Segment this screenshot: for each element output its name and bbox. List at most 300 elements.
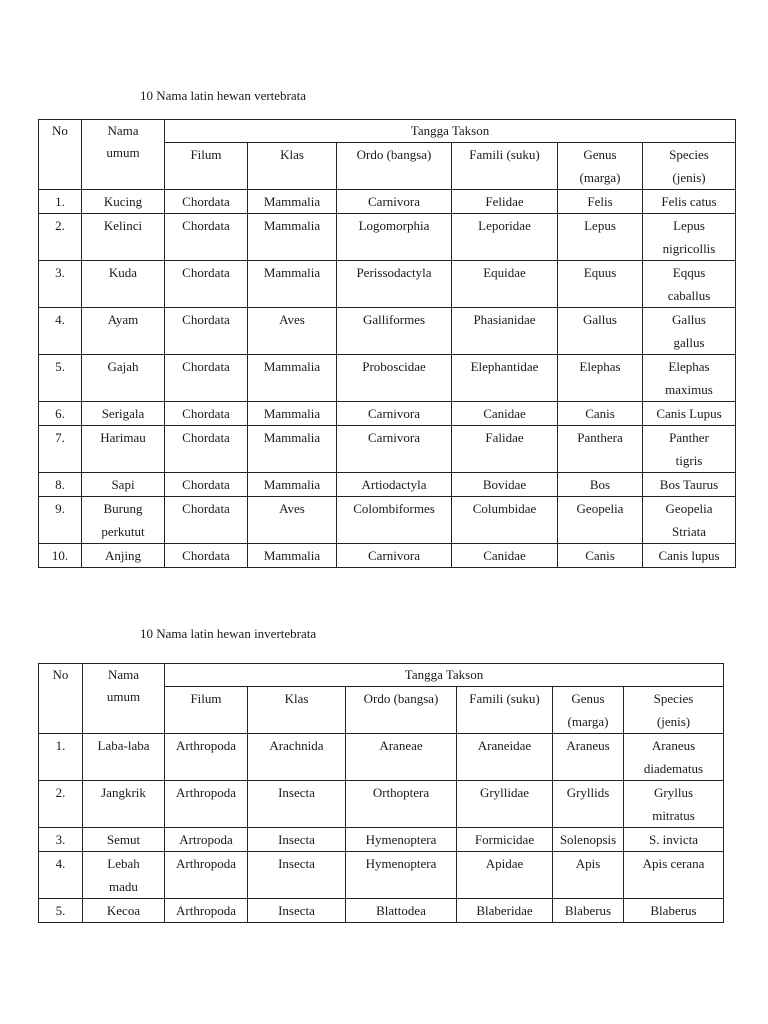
header-ordo-line: Ordo (bangsa) [363, 691, 439, 706]
cell-filum [165, 261, 248, 308]
cell-filum-line: Chordata [182, 359, 230, 374]
cell-genus [558, 544, 643, 568]
cell-famili [452, 355, 558, 402]
cell-ordo [337, 214, 452, 261]
cell-species-line: Canis Lupus [656, 406, 722, 421]
cell-species-line: maximus [665, 382, 713, 397]
cell-no [39, 544, 82, 568]
cell-species-line: Apis cerana [642, 856, 705, 871]
cell-filum [165, 214, 248, 261]
cell-species-line: Blaberus [650, 903, 697, 918]
cell-genus-line: Gryllids [566, 785, 610, 800]
cell-nama-umum [82, 426, 165, 473]
cell-species-line: diadematus [643, 761, 704, 776]
cell-nama-umum-line: Anjing [104, 548, 142, 563]
header-ordo [346, 687, 457, 734]
cell-filum [165, 402, 248, 426]
cell-ordo-line: Hymenoptera [365, 856, 437, 871]
cell-klas [248, 781, 346, 828]
header-species-line: Species [653, 691, 694, 706]
header-famili [452, 143, 558, 190]
cell-famili-line: Canidae [483, 406, 526, 421]
header-filum-line: Filum [190, 691, 222, 706]
cell-nama-umum [82, 214, 165, 261]
cell-genus [553, 734, 624, 781]
header-nama-umum-line: Nama [107, 123, 139, 138]
cell-genus [558, 402, 643, 426]
header-klas-line: Klas [284, 691, 309, 706]
cell-nama-umum-line: Burung [103, 501, 143, 516]
cell-filum-line: Chordata [182, 548, 230, 563]
cell-genus-line: Elephas [579, 359, 621, 374]
cell-famili [452, 402, 558, 426]
cell-klas-line: Mammalia [263, 406, 321, 421]
cell-famili-line: Bovidae [482, 477, 527, 492]
cell-nama-umum [82, 402, 165, 426]
table-row [39, 402, 736, 426]
cell-filum [165, 308, 248, 355]
table-row [39, 899, 724, 923]
cell-nama-umum-line: Gajah [107, 359, 139, 374]
cell-no [39, 852, 83, 899]
cell-nama-umum-line: Sapi [111, 477, 135, 492]
cell-genus-line: Geopelia [576, 501, 624, 516]
cell-genus-line: Gallus [583, 312, 617, 327]
cell-no-line: 1. [55, 194, 65, 209]
cell-genus-line: Lepus [584, 218, 616, 233]
cell-ordo [346, 899, 457, 923]
cell-famili-line: Falidae [485, 430, 524, 445]
cell-klas [248, 214, 337, 261]
cell-klas-line: Mammalia [263, 265, 321, 280]
cell-genus [553, 781, 624, 828]
cell-filum-line: Chordata [182, 501, 230, 516]
header-filum [165, 143, 248, 190]
header-nama-umum-line: umum [106, 145, 140, 160]
cell-no [39, 497, 82, 544]
cell-species [643, 190, 736, 214]
header-filum-line: Filum [190, 147, 222, 162]
table-row [39, 734, 724, 781]
header-ordo-line: Ordo (bangsa) [356, 147, 432, 162]
cell-ordo [346, 734, 457, 781]
cell-nama-umum [82, 473, 165, 497]
cell-klas [248, 402, 337, 426]
header-genus-line: (marga) [567, 714, 609, 729]
cell-no [39, 261, 82, 308]
cell-species [643, 497, 736, 544]
cell-genus [558, 190, 643, 214]
header-nama-umum [82, 120, 165, 190]
cell-nama-umum-line: Kuda [108, 265, 138, 280]
header-klas [248, 687, 346, 734]
cell-filum [165, 355, 248, 402]
header-tangga-takson [165, 120, 736, 143]
table-row [39, 190, 736, 214]
header-species-line: (jenis) [656, 714, 691, 729]
header-nama-umum-line: umum [106, 689, 141, 704]
cell-no [39, 426, 82, 473]
cell-no-line: 5. [55, 359, 65, 374]
header-genus-line: (marga) [579, 170, 621, 185]
cell-species [643, 308, 736, 355]
cell-filum [165, 426, 248, 473]
cell-ordo-line: Orthoptera [372, 785, 430, 800]
cell-klas-line: Mammalia [263, 430, 321, 445]
cell-klas [248, 497, 337, 544]
cell-ordo-line: Blattodea [376, 903, 426, 918]
cell-klas-line: Aves [279, 501, 305, 516]
cell-ordo-line: Carnivora [368, 430, 420, 445]
cell-species-line: Bos Taurus [659, 477, 719, 492]
cell-famili [457, 828, 553, 852]
cell-famili-line: Formicidae [474, 832, 535, 847]
cell-filum-line: Chordata [182, 312, 230, 327]
cell-filum-line: Chordata [182, 477, 230, 492]
cell-genus-line: Felis [587, 194, 613, 209]
cell-nama-umum [83, 852, 165, 899]
cell-nama-umum [82, 544, 165, 568]
cell-genus [558, 214, 643, 261]
header-klas [248, 143, 337, 190]
cell-species [643, 544, 736, 568]
cell-nama-umum-line: perkutut [101, 524, 145, 539]
cell-species-line: Striata [672, 524, 706, 539]
header-ordo [337, 143, 452, 190]
cell-famili-line: Phasianidae [473, 312, 536, 327]
cell-no [39, 214, 82, 261]
cell-klas [248, 261, 337, 308]
cell-no-line: 2. [55, 785, 66, 800]
table-row [39, 473, 736, 497]
cell-klas [248, 828, 346, 852]
cell-genus [553, 899, 624, 923]
cell-klas-line: Insecta [278, 856, 315, 871]
cell-nama-umum-line: Lebah [107, 856, 140, 871]
cell-species-line: Panther [669, 430, 709, 445]
cell-nama-umum-line: Jangkrik [101, 785, 146, 800]
cell-ordo-line: Galliformes [362, 312, 426, 327]
cell-klas [248, 473, 337, 497]
cell-ordo-line: Hymenoptera [365, 832, 437, 847]
cell-filum [165, 190, 248, 214]
header-no [39, 120, 82, 190]
cell-famili-line: Elephantidae [470, 359, 539, 374]
cell-famili [452, 214, 558, 261]
cell-famili-line: Gryllidae [479, 785, 530, 800]
cell-nama-umum [83, 781, 165, 828]
cell-famili [452, 190, 558, 214]
cell-filum-line: Arthropoda [176, 785, 236, 800]
cell-species-line: nigricollis [662, 241, 716, 256]
cell-nama-umum [83, 828, 165, 852]
cell-genus [558, 308, 643, 355]
cell-nama-umum-line: Kecoa [106, 903, 141, 918]
cell-filum-line: Artropoda [179, 832, 233, 847]
cell-filum-line: Chordata [182, 194, 230, 209]
cell-genus-line: Equus [583, 265, 617, 280]
cell-klas-line: Insecta [278, 785, 315, 800]
header-famili [457, 687, 553, 734]
cell-nama-umum [82, 190, 165, 214]
cell-genus [558, 261, 643, 308]
header-tangga-takson [165, 664, 724, 687]
cell-no-line: 3. [55, 832, 66, 847]
cell-species [643, 426, 736, 473]
cell-ordo [337, 544, 452, 568]
cell-famili-line: Leporidae [478, 218, 531, 233]
cell-klas [248, 308, 337, 355]
cell-famili [452, 426, 558, 473]
cell-species [643, 355, 736, 402]
cell-genus [558, 426, 643, 473]
header-famili-line: Famili (suku) [469, 147, 540, 162]
table-header-row [39, 120, 736, 143]
cell-filum [165, 899, 248, 923]
cell-no [39, 190, 82, 214]
header-species-line: (jenis) [672, 170, 706, 185]
section-title-invertebrata: 10 Nama latin hewan invertebrata [140, 626, 317, 641]
cell-ordo-line: Carnivora [368, 194, 420, 209]
cell-famili-line: Felidae [485, 194, 524, 209]
cell-klas-line: Mammalia [263, 548, 321, 563]
cell-klas [248, 544, 337, 568]
cell-no [39, 899, 83, 923]
cell-nama-umum [82, 497, 165, 544]
cell-famili [457, 899, 553, 923]
cell-no-line: 8. [55, 477, 65, 492]
cell-filum [165, 473, 248, 497]
cell-famili [452, 544, 558, 568]
header-nama-umum-line: Nama [107, 667, 140, 682]
header-tangga-takson-line: Tangga Takson [404, 667, 484, 682]
cell-filum-line: Arthropoda [176, 903, 236, 918]
cell-klas-line: Mammalia [263, 218, 321, 233]
cell-filum-line: Chordata [182, 430, 230, 445]
cell-species [624, 899, 724, 923]
cell-ordo-line: Logomorphia [358, 218, 430, 233]
cell-famili [452, 261, 558, 308]
header-species-line: Species [669, 147, 709, 162]
header-klas-line: Klas [280, 147, 304, 162]
cell-famili-line: Canidae [483, 548, 526, 563]
table-row [39, 355, 736, 402]
cell-klas-line: Insecta [278, 903, 315, 918]
cell-klas [248, 734, 346, 781]
table-row [39, 852, 724, 899]
cell-genus [558, 355, 643, 402]
cell-species-line: Elephas [668, 359, 710, 374]
cell-filum-line: Chordata [182, 265, 230, 280]
cell-no [39, 308, 82, 355]
cell-no [39, 734, 83, 781]
cell-no [39, 828, 83, 852]
table-row [39, 781, 724, 828]
cell-nama-umum-line: Kucing [103, 194, 143, 209]
table-row [39, 214, 736, 261]
cell-nama-umum-line: Serigala [101, 406, 145, 421]
cell-species-line: Araneus [651, 738, 696, 753]
cell-ordo-line: Proboscidae [362, 359, 426, 374]
header-no-line: No [52, 123, 68, 138]
cell-ordo [337, 190, 452, 214]
cell-famili-line: Apidae [485, 856, 524, 871]
cell-species-line: mitratus [652, 808, 695, 823]
cell-famili [457, 734, 553, 781]
cell-genus-line: Araneus [566, 738, 610, 753]
cell-species-line: gallus [673, 335, 705, 350]
cell-species-line: Geopelia [665, 501, 713, 516]
header-genus [558, 143, 643, 190]
table-row [39, 426, 736, 473]
cell-genus-line: Canis [585, 406, 615, 421]
cell-filum-line: Chordata [182, 406, 230, 421]
cell-ordo-line: Colombiformes [353, 501, 435, 516]
cell-famili-line: Equidae [483, 265, 526, 280]
cell-genus [558, 473, 643, 497]
cell-nama-umum [82, 261, 165, 308]
cell-species-line: S. invicta [648, 832, 699, 847]
cell-klas-line: Insecta [278, 832, 315, 847]
cell-species-line: tigris [675, 453, 703, 468]
cell-species [643, 473, 736, 497]
cell-ordo [337, 402, 452, 426]
cell-no-line: 6. [55, 406, 65, 421]
cell-famili-line: Araneidae [477, 738, 532, 753]
cell-genus-line: Panthera [577, 430, 623, 445]
cell-species-line: Canis lupus [658, 548, 720, 563]
cell-klas [248, 899, 346, 923]
cell-nama-umum-line: Semut [106, 832, 141, 847]
cell-no [39, 402, 82, 426]
cell-species [643, 261, 736, 308]
cell-no [39, 355, 82, 402]
cell-filum [165, 828, 248, 852]
table-row [39, 497, 736, 544]
cell-no-line: 9. [55, 501, 65, 516]
cell-klas [248, 852, 346, 899]
cell-species [643, 214, 736, 261]
table-row [39, 308, 736, 355]
cell-ordo [346, 781, 457, 828]
cell-ordo-line: Artiodactyla [361, 477, 427, 492]
header-nama-umum [83, 664, 165, 734]
cell-ordo [337, 308, 452, 355]
cell-species [624, 852, 724, 899]
table-row [39, 828, 724, 852]
cell-famili-line: Blaberidae [476, 903, 533, 918]
cell-nama-umum [82, 355, 165, 402]
cell-no-line: 3. [55, 265, 65, 280]
table-header-row [39, 664, 724, 687]
cell-ordo-line: Carnivora [368, 548, 420, 563]
cell-species-line: Lepus [673, 218, 705, 233]
table-row [39, 261, 736, 308]
cell-filum-line: Chordata [182, 218, 230, 233]
header-genus-line: Genus [571, 691, 605, 706]
cell-genus [553, 828, 624, 852]
cell-famili [452, 308, 558, 355]
cell-no-line: 7. [55, 430, 65, 445]
cell-klas [248, 426, 337, 473]
header-genus-line: Genus [583, 147, 617, 162]
cell-species [624, 828, 724, 852]
cell-filum-line: Arthropoda [176, 856, 236, 871]
header-species [643, 143, 736, 190]
cell-nama-umum-line: madu [109, 879, 138, 894]
cell-filum [165, 852, 248, 899]
cell-genus [558, 497, 643, 544]
cell-genus [553, 852, 624, 899]
cell-species [624, 781, 724, 828]
cell-klas [248, 190, 337, 214]
cell-filum [165, 734, 248, 781]
cell-klas [248, 355, 337, 402]
cell-no [39, 781, 83, 828]
cell-ordo [346, 852, 457, 899]
cell-ordo [337, 497, 452, 544]
cell-filum [165, 497, 248, 544]
cell-famili [452, 473, 558, 497]
cell-species-line: Gallus [672, 312, 706, 327]
cell-nama-umum-line: Harimau [100, 430, 146, 445]
cell-filum [165, 544, 248, 568]
cell-filum-line: Arthropoda [176, 738, 236, 753]
cell-genus-line: Solenopsis [559, 832, 617, 847]
cell-ordo-line: Perissodactyla [356, 265, 432, 280]
cell-no-line: 2. [55, 218, 65, 233]
cell-genus-line: Blaberus [564, 903, 612, 918]
cell-no-line: 1. [55, 738, 66, 753]
cell-nama-umum-line: Ayam [107, 312, 139, 327]
header-famili-line: Famili (suku) [469, 691, 540, 706]
header-filum [165, 687, 248, 734]
cell-nama-umum-line: Laba-laba [97, 738, 150, 753]
cell-ordo [337, 261, 452, 308]
cell-species-line: Felis catus [661, 194, 717, 209]
cell-filum [165, 781, 248, 828]
taxonomy-table-invertebrata [38, 663, 724, 923]
cell-species-line: Eqqus [672, 265, 706, 280]
header-no-line: No [52, 667, 69, 682]
cell-nama-umum [83, 899, 165, 923]
header-no [39, 664, 83, 734]
cell-genus-line: Apis [575, 856, 601, 871]
table-row [39, 544, 736, 568]
header-tangga-takson-line: Tangga Takson [410, 123, 490, 138]
cell-ordo-line: Araneae [379, 738, 423, 753]
cell-no-line: 4. [55, 856, 66, 871]
cell-species [643, 402, 736, 426]
cell-klas-line: Aves [279, 312, 305, 327]
cell-ordo [337, 426, 452, 473]
cell-klas-line: Mammalia [263, 359, 321, 374]
cell-ordo-line: Carnivora [368, 406, 420, 421]
cell-ordo [346, 828, 457, 852]
taxonomy-table-vertebrata [38, 119, 736, 568]
cell-famili-line: Columbidae [472, 501, 537, 516]
cell-no-line: 10. [51, 548, 69, 563]
cell-species-line: Gryllus [654, 785, 693, 800]
cell-famili [457, 852, 553, 899]
cell-species [624, 734, 724, 781]
cell-nama-umum [83, 734, 165, 781]
cell-no [39, 473, 82, 497]
cell-klas-line: Mammalia [263, 194, 321, 209]
cell-nama-umum [82, 308, 165, 355]
cell-genus-line: Canis [585, 548, 615, 563]
cell-ordo [337, 473, 452, 497]
